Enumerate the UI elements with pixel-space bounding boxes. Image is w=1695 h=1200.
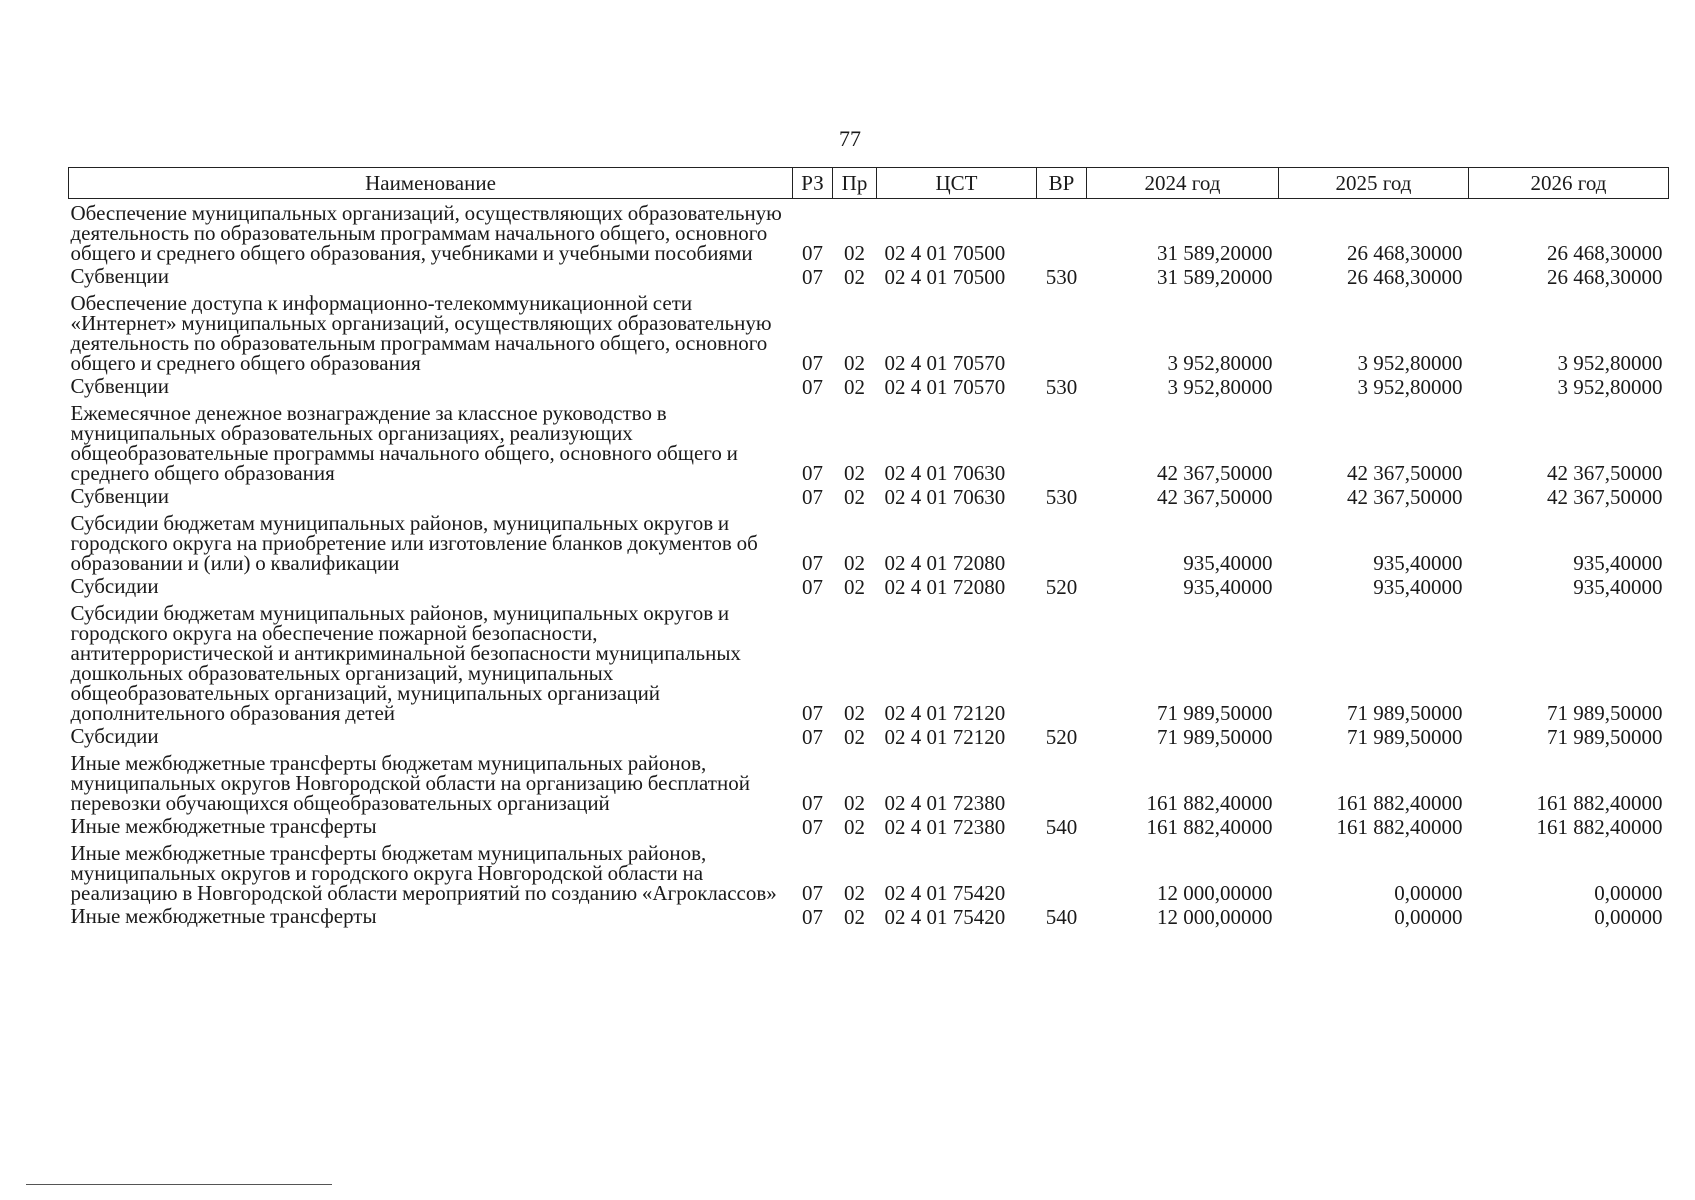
row-2025: 71 989,50000 xyxy=(1347,701,1463,725)
row-2024: 12 000,00000 xyxy=(1157,905,1273,929)
header-row xyxy=(69,168,1669,199)
row-rz: 07 xyxy=(802,905,823,929)
table-row xyxy=(69,373,1669,397)
row-cst: 02 4 01 70500 xyxy=(884,265,1006,289)
row-2025: 42 367,50000 xyxy=(1347,461,1463,485)
row-2025: 935,40000 xyxy=(1373,551,1463,575)
row-name: Субвенции xyxy=(70,374,169,398)
row-cst: 02 4 01 72380 xyxy=(884,815,1006,839)
row-2026: 42 367,50000 xyxy=(1547,461,1663,485)
row-2025: 161 882,40000 xyxy=(1336,815,1463,839)
header-rz: РЗ xyxy=(793,168,833,199)
row-name: Обеспечение муниципальных организаций, осуществляющих образовательную деятельность по образовательным программам начального общего, основного общего и среднего общего образования, учебниками и учебными пособиями xyxy=(70,201,782,265)
row-pr: 02 xyxy=(844,265,865,289)
row-pr: 02 xyxy=(844,791,865,815)
row-rz: 07 xyxy=(802,241,823,265)
row-pr: 02 xyxy=(844,241,865,265)
row-2026: 71 989,50000 xyxy=(1547,725,1663,749)
row-name: Субсидии xyxy=(70,574,159,598)
row-name: Иные межбюджетные трансферты бюджетам муниципальных районов, муниципальных округов Новгородской области на организацию бесплатной перевозки обучающихся общеобразовательных организаций xyxy=(70,751,750,815)
row-2025: 26 468,30000 xyxy=(1347,241,1463,265)
row-pr: 02 xyxy=(844,375,865,399)
row-2024: 42 367,50000 xyxy=(1157,461,1273,485)
row-vr xyxy=(1037,837,1087,903)
row-2024: 935,40000 xyxy=(1183,575,1273,599)
row-pr: 02 xyxy=(844,551,865,575)
row-pr: 02 xyxy=(844,725,865,749)
row-pr: 02 xyxy=(844,485,865,509)
table-row xyxy=(69,903,1669,927)
row-vr: 540 xyxy=(1045,905,1078,929)
row-2025: 71 989,50000 xyxy=(1347,725,1463,749)
header-2024: 2024 год xyxy=(1087,168,1279,199)
row-rz: 07 xyxy=(802,551,823,575)
row-vr: 530 xyxy=(1045,485,1078,509)
header-2026: 2026 год xyxy=(1469,168,1669,199)
table-row xyxy=(69,747,1669,813)
row-2026: 3 952,80000 xyxy=(1557,375,1663,399)
table-row xyxy=(69,507,1669,573)
row-2025: 26 468,30000 xyxy=(1347,265,1463,289)
row-vr: 540 xyxy=(1045,815,1078,839)
row-2025: 0,00000 xyxy=(1394,881,1463,905)
table-row xyxy=(69,199,1669,264)
row-2025: 935,40000 xyxy=(1373,575,1463,599)
row-rz: 07 xyxy=(802,701,823,725)
row-cst: 02 4 01 75420 xyxy=(884,881,1006,905)
row-2026: 935,40000 xyxy=(1573,575,1663,599)
table-row xyxy=(69,483,1669,507)
row-name: Иные межбюджетные трансферты xyxy=(70,814,377,838)
row-2025: 3 952,80000 xyxy=(1357,351,1463,375)
table-row xyxy=(69,597,1669,723)
table-row xyxy=(69,287,1669,373)
row-cst: 02 4 01 70630 xyxy=(884,485,1006,509)
row-2026: 161 882,40000 xyxy=(1536,815,1663,839)
row-name: Субсидии бюджетам муниципальных районов, муниципальных округов и городского округа на обеспечение пожарной безопасности, антитеррористической и антикриминальной безопасности муниципальных дошкольных образовательных организаций, муниципальных общеобразовательных организаций, муниципальных организаций дополнительного образования детей xyxy=(70,601,741,725)
row-rz: 07 xyxy=(802,575,823,599)
row-pr: 02 xyxy=(844,815,865,839)
header-pr: Пр xyxy=(833,168,877,199)
page-number: 77 xyxy=(839,126,861,151)
table-row xyxy=(69,813,1669,837)
row-cst: 02 4 01 72120 xyxy=(884,701,1006,725)
row-rz: 07 xyxy=(802,815,823,839)
row-2026: 26 468,30000 xyxy=(1547,265,1663,289)
header-2025: 2025 год xyxy=(1279,168,1469,199)
row-name: Субсидии xyxy=(70,724,159,748)
row-2025: 161 882,40000 xyxy=(1336,791,1463,815)
row-2026: 0,00000 xyxy=(1594,905,1663,929)
table-row xyxy=(69,723,1669,747)
row-2026: 26 468,30000 xyxy=(1547,241,1663,265)
row-2024: 71 989,50000 xyxy=(1157,701,1273,725)
row-vr xyxy=(1037,747,1087,813)
row-rz: 07 xyxy=(802,375,823,399)
row-name: Ежемесячное денежное вознаграждение за классное руководство в муниципальных образовательных организациях, реализующих общеобразовательные программы начального общего, основного общего и среднего общего образования xyxy=(70,401,738,485)
row-name: Субвенции xyxy=(70,484,169,508)
row-rz: 07 xyxy=(802,791,823,815)
row-2024: 3 952,80000 xyxy=(1167,351,1273,375)
table-row xyxy=(69,397,1669,483)
row-pr: 02 xyxy=(844,701,865,725)
row-name: Субсидии бюджетам муниципальных районов, муниципальных округов и городского округа на приобретение или изготовление бланков документов об образовании и (или) о квалификации xyxy=(70,511,758,575)
row-vr: 530 xyxy=(1045,265,1078,289)
row-2026: 71 989,50000 xyxy=(1547,701,1663,725)
row-2024: 71 989,50000 xyxy=(1157,725,1273,749)
row-2024: 12 000,00000 xyxy=(1157,881,1273,905)
row-2024: 161 882,40000 xyxy=(1146,791,1273,815)
row-rz: 07 xyxy=(802,881,823,905)
row-cst: 02 4 01 70570 xyxy=(884,351,1006,375)
row-name: Иные межбюджетные трансферты бюджетам муниципальных районов, муниципальных округов и городского округа Новгородской области на реализацию в Новгородской области мероприятий по созданию «Агроклассов» xyxy=(70,841,777,905)
row-vr: 530 xyxy=(1045,375,1078,399)
row-2025: 42 367,50000 xyxy=(1347,485,1463,509)
row-vr xyxy=(1037,199,1087,264)
row-vr xyxy=(1037,397,1087,483)
row-pr: 02 xyxy=(844,905,865,929)
footer-rule xyxy=(26,1184,332,1185)
row-cst: 02 4 01 72080 xyxy=(884,575,1006,599)
row-cst: 02 4 01 72120 xyxy=(884,725,1006,749)
table-body xyxy=(69,199,1669,928)
row-vr xyxy=(1037,597,1087,723)
row-name: Обеспечение доступа к информационно-телекоммуникационной сети «Интернет» муниципальных организаций, осуществляющих образовательную деятельность по образовательным программам начального общего, основного общего и среднего общего образования xyxy=(70,291,772,375)
header-vr: ВР xyxy=(1037,168,1087,199)
row-cst: 02 4 01 70570 xyxy=(884,375,1006,399)
row-2026: 161 882,40000 xyxy=(1536,791,1663,815)
row-cst: 02 4 01 72080 xyxy=(884,551,1006,575)
row-name: Иные межбюджетные трансферты xyxy=(70,904,377,928)
row-pr: 02 xyxy=(844,575,865,599)
row-cst: 02 4 01 75420 xyxy=(884,905,1006,929)
row-rz: 07 xyxy=(802,461,823,485)
row-rz: 07 xyxy=(802,351,823,375)
table-header xyxy=(69,168,1669,199)
row-cst: 02 4 01 72380 xyxy=(884,791,1006,815)
row-2024: 161 882,40000 xyxy=(1146,815,1273,839)
row-vr xyxy=(1037,287,1087,373)
row-2024: 42 367,50000 xyxy=(1157,485,1273,509)
header-name: Наименование xyxy=(69,168,793,199)
row-2025: 0,00000 xyxy=(1394,905,1463,929)
row-cst: 02 4 01 70630 xyxy=(884,461,1006,485)
table-row xyxy=(69,263,1669,287)
row-pr: 02 xyxy=(844,351,865,375)
table-row xyxy=(69,837,1669,903)
row-vr xyxy=(1037,507,1087,573)
row-rz: 07 xyxy=(802,265,823,289)
row-name: Субвенции xyxy=(70,264,169,288)
row-2024: 31 589,20000 xyxy=(1157,265,1273,289)
row-2026: 3 952,80000 xyxy=(1557,351,1663,375)
row-vr: 520 xyxy=(1045,725,1078,749)
budget-sheet xyxy=(68,167,1668,927)
row-pr: 02 xyxy=(844,881,865,905)
row-2024: 935,40000 xyxy=(1183,551,1273,575)
budget-table xyxy=(68,167,1669,927)
row-2024: 31 589,20000 xyxy=(1157,241,1273,265)
row-2025: 3 952,80000 xyxy=(1357,375,1463,399)
row-vr: 520 xyxy=(1045,575,1078,599)
row-pr: 02 xyxy=(844,461,865,485)
header-cst: ЦСТ xyxy=(877,168,1037,199)
table-row xyxy=(69,573,1669,597)
row-2026: 0,00000 xyxy=(1594,881,1663,905)
row-rz: 07 xyxy=(802,485,823,509)
row-rz: 07 xyxy=(802,725,823,749)
row-2024: 3 952,80000 xyxy=(1167,375,1273,399)
row-2026: 42 367,50000 xyxy=(1547,485,1663,509)
row-2026: 935,40000 xyxy=(1573,551,1663,575)
row-cst: 02 4 01 70500 xyxy=(884,241,1006,265)
